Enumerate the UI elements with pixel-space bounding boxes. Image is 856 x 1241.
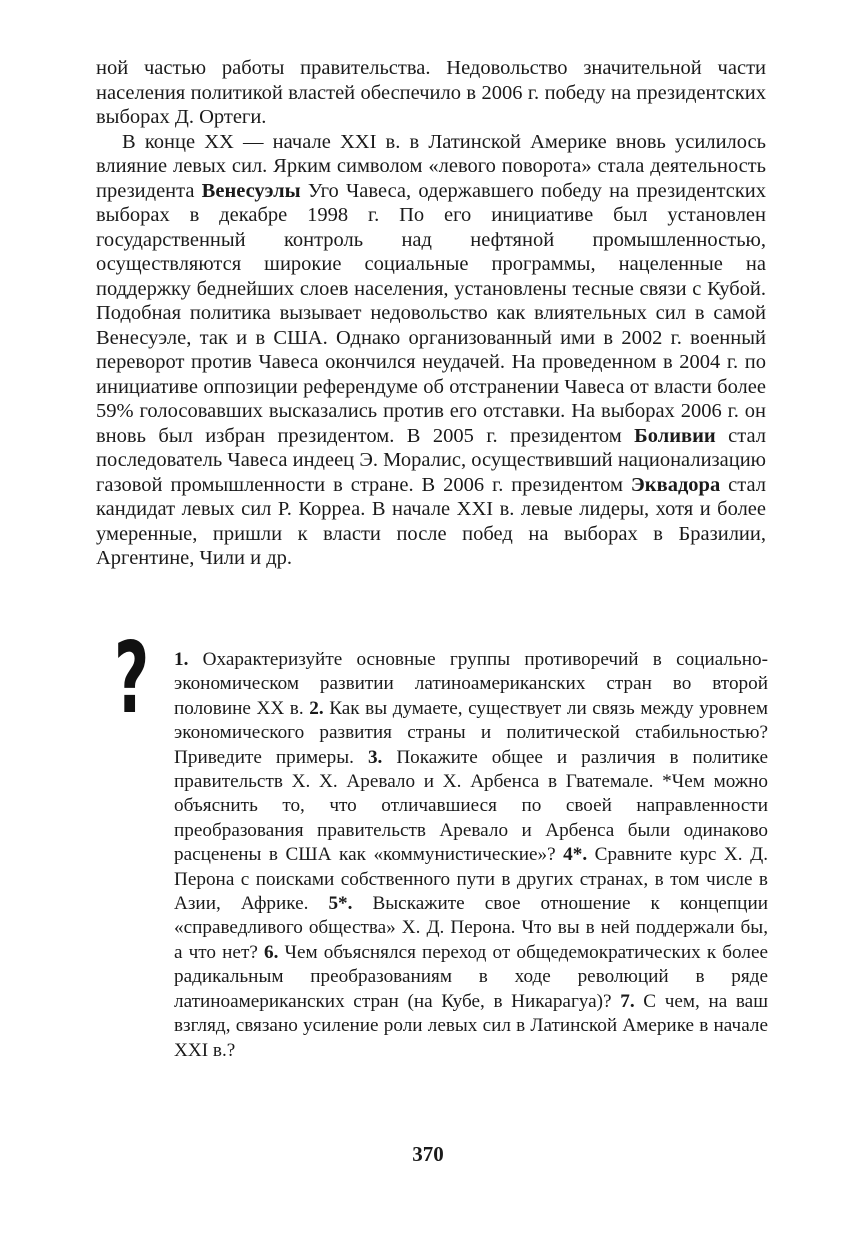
question-text: Покажите общее и различия в политике правительств Х. Х. Аревало и Х. Арбенса в Гватемале. *Чем можно объяснить то, что отличавшиеся по своей направленности преобразования правительств Аревало и Арбенса были одинаково расценены в США как «коммунистические»? <box>174 746 768 866</box>
question-number: 2. <box>309 697 324 719</box>
question-text: Сравните курс Х. Д. Перона с поисками собственного пути в других странах, в том числе в Азии, Африке. <box>174 844 768 915</box>
question-text: Охарактеризуйте основные группы противоречий в социально-экономическом развитии латиноамериканских стран во второй половине XX в. <box>174 649 768 719</box>
question-number: 4*. <box>563 844 588 866</box>
question-text: Выскажите свое отношение к концепции «справедливого общества» Х. Д. Перона. Что вы в ней поддержали бы, а что нет? <box>174 893 768 963</box>
question-number: 3. <box>367 746 383 768</box>
question-text: Как вы думаете, существует ли связь между уровнем экономического развития страны и политической стабильностью? Приведите примеры. <box>174 697 768 768</box>
main-text <box>96 56 766 571</box>
paragraph-2-part-g: стал кандидат левых сил Р. Корреа. В начале XXI в. левые лидеры, хотя и более умеренные, пришли к власти после побед на выборах в Бразилии, Аргентине, Чили и др. <box>96 473 766 569</box>
term-venezuela: Венесуэлы <box>201 179 301 202</box>
term-bolivia: Боливии <box>634 424 716 447</box>
question-number: 6. <box>263 941 279 963</box>
paragraph-2-part-a: В конце XX — начале XXI в. в Латинской Америке вновь усилилось влияние левых сил. Ярким символом «левого поворота» стала деятельность президента <box>96 130 766 202</box>
question-number: 5*. <box>328 893 353 915</box>
question-number: 7. <box>620 990 635 1012</box>
paragraph-1: ной частью работы правительства. Недовольство значительной части населения политикой властей обеспечило в 2006 г. победу на президентских выборах Д. Ортеги. <box>96 57 766 128</box>
paragraph-2 <box>96 130 766 571</box>
paragraph-2-part-c: Уго Чавеса, одержавшего победу на президентских выборах в декабре 1998 г. По его инициативе был установлен государственный контроль над нефтяной промышленностью, осуществляются широкие социальные программы, нацеленные на поддержку беднейших слоев населения, установлены тесные связи с Кубой. Подобная политика вызывает недовольство как влиятельных сил в самой Венесуэле, так и в США. Однако организованный ими в 2002 г. военный переворот против Чавеса окончился неудачей. На проведенном в 2004 г. по инициативе оппозиции референдуме об отстранении Чавеса от власти более 59% голосовавших высказались против его отставки. На выборах 2006 г. он вновь был избран президентом. В 2005 г. президентом <box>96 179 766 447</box>
question-mark-icon: ? <box>114 622 150 736</box>
page-number: 370 <box>412 1142 444 1166</box>
term-ecuador: Эквадора <box>630 473 721 496</box>
questions-block <box>174 648 768 1063</box>
question-number: 1. <box>174 649 189 670</box>
question-text: С чем, на ваш взгляд, связано усиление роли левых сил в Латинской Америке в начале XXI в.? <box>174 990 768 1061</box>
paragraph-2-part-e: стал последователь Чавеса индеец Э. Моралис, осуществивший национализацию газовой промышленности в стране. В 2006 г. президентом <box>96 424 766 496</box>
question-text: Чем объяснялся переход от общедемократических к более радикальным преобразованиям в ходе революций в ряде латиноамериканских стран (на Кубе, в Никарагуа)? <box>174 941 768 1012</box>
